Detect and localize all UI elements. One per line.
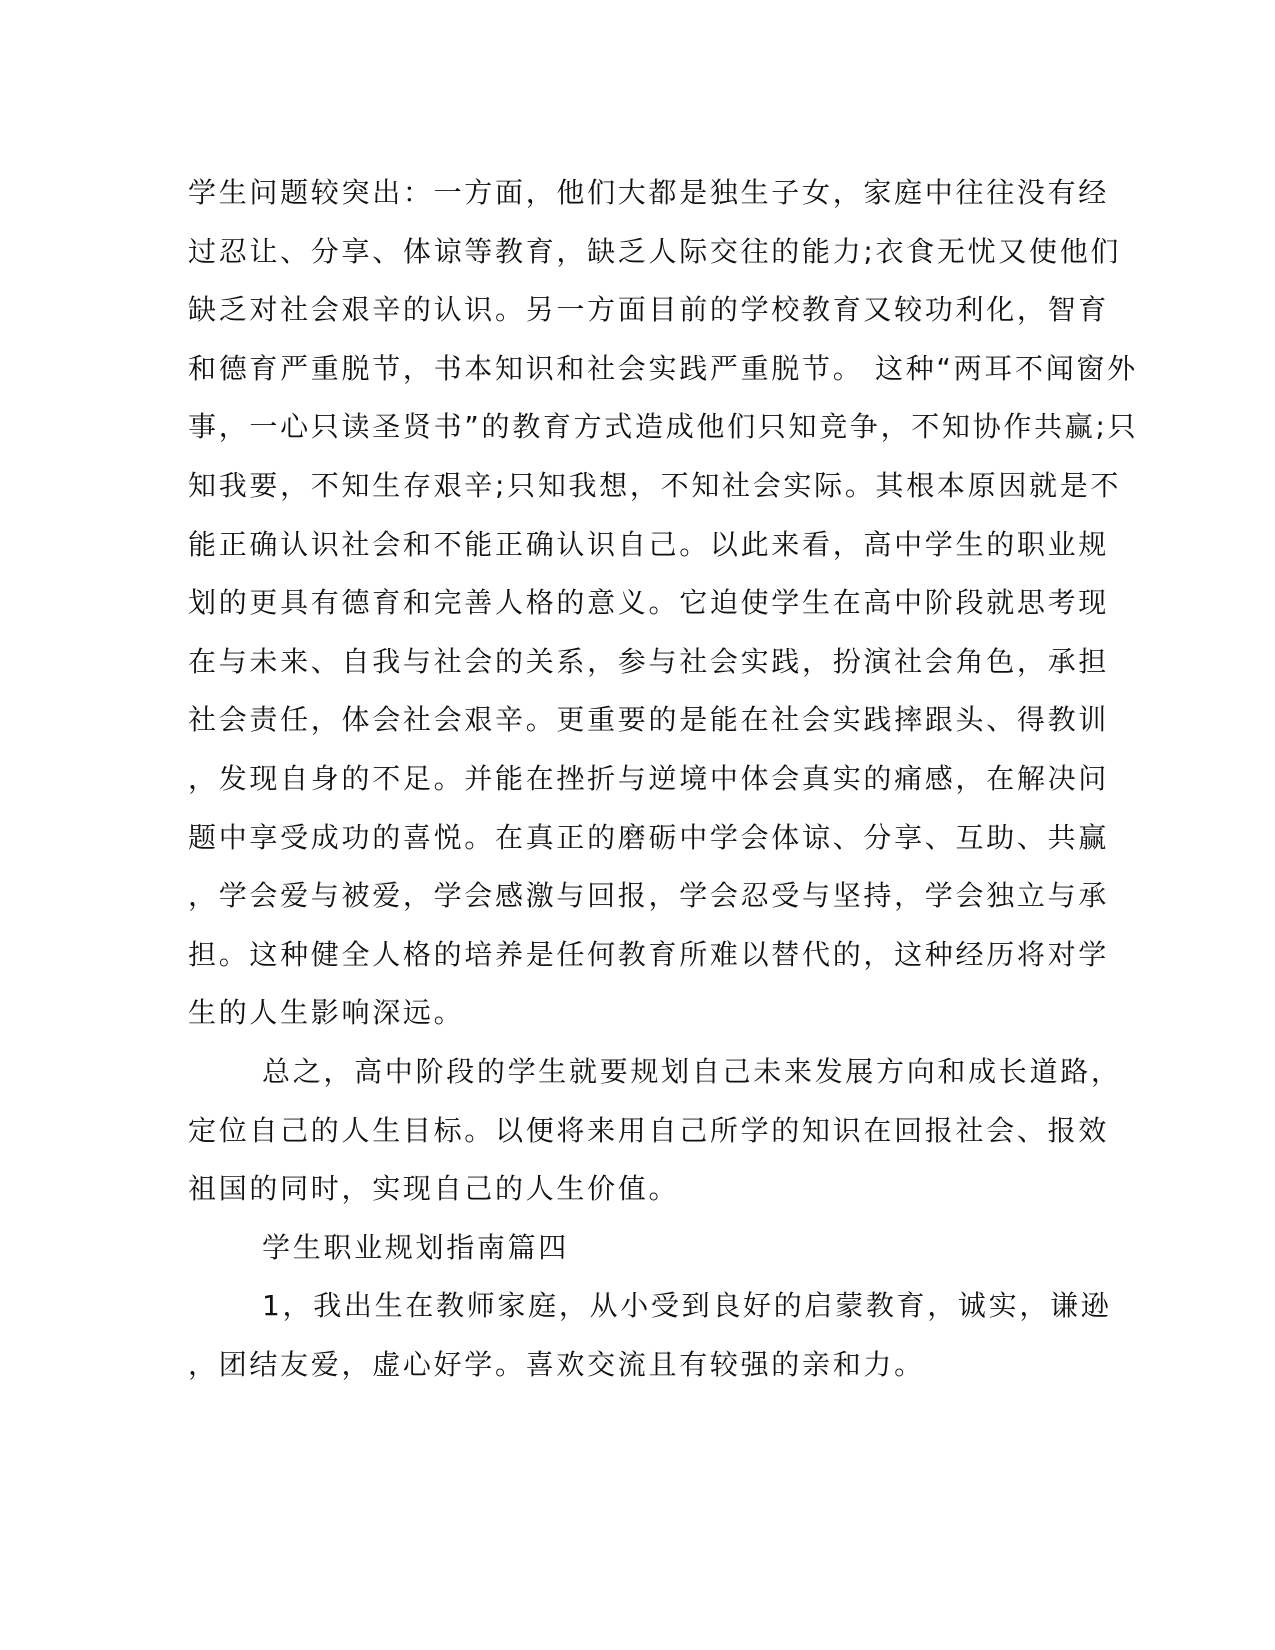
body-line: 和德育严重脱节，书本知识和社会实践严重脱节。 这种“两耳不闻窗外 [188, 351, 1138, 385]
body-line: 生的人生影响深远。 [188, 996, 465, 1030]
body-line: ，团结友爱，虚心好学。喜欢交流且有较强的亲和力。 [188, 1347, 925, 1381]
document-body [188, 164, 1139, 1394]
paragraph-start-line: 总之，高中阶段的学生就要规划自己未来发展方向和成长道路， [262, 1054, 1122, 1088]
body-line: 过忍让、分享、体谅等教育，缺乏人际交往的能力;衣食无忧又使他们 [188, 234, 1122, 268]
body-line: ，学会爱与被爱，学会感激与回报，学会忍受与坚持，学会独立与承 [188, 879, 1110, 913]
body-line: 祖国的同时，实现自己的人生价值。 [188, 1172, 680, 1206]
body-line: 知我要，不知生存艰辛;只知我想，不知社会实际。其根本原因就是不 [188, 468, 1122, 502]
list-item-start-line: 1，我出生在教师家庭，从小受到良好的启蒙教育，诚实，谦逊 [262, 1289, 1112, 1323]
body-line: 能正确认识社会和不能正确认识自己。以此来看，高中学生的职业规 [188, 527, 1110, 561]
body-line: 缺乏对社会艰辛的认识。另一方面目前的学校教育又较功利化，智育 [188, 293, 1110, 327]
body-line: 学生问题较突出：一方面，他们大都是独生子女，家庭中往往没有经 [188, 176, 1110, 209]
body-line: 划的更具有德育和完善人格的意义。它迫使学生在高中阶段就思考现 [188, 586, 1110, 620]
body-line: ，发现自身的不足。并能在挫折与逆境中体会真实的痛感，在解决问 [188, 761, 1110, 795]
body-line: 题中享受成功的喜悦。在真正的磨砺中学会体谅、分享、互助、共赢 [188, 820, 1110, 854]
body-line: 定位自己的人生目标。以便将来用自己所学的知识在回报社会、报效 [188, 1113, 1110, 1147]
body-line: 社会责任，体会社会艰辛。更重要的是能在社会实践摔跟头、得教训 [188, 703, 1110, 737]
section-heading: 学生职业规划指南篇四 [262, 1230, 570, 1264]
body-line: 担。这种健全人格的培养是任何教育所难以替代的，这种经历将对学 [188, 937, 1110, 971]
body-line: 事，一心只读圣贤书”的教育方式造成他们只知竞争，不知协作共赢;只 [188, 410, 1139, 444]
body-line: 在与未来、自我与社会的关系，参与社会实践，扮演社会角色，承担 [188, 644, 1110, 678]
